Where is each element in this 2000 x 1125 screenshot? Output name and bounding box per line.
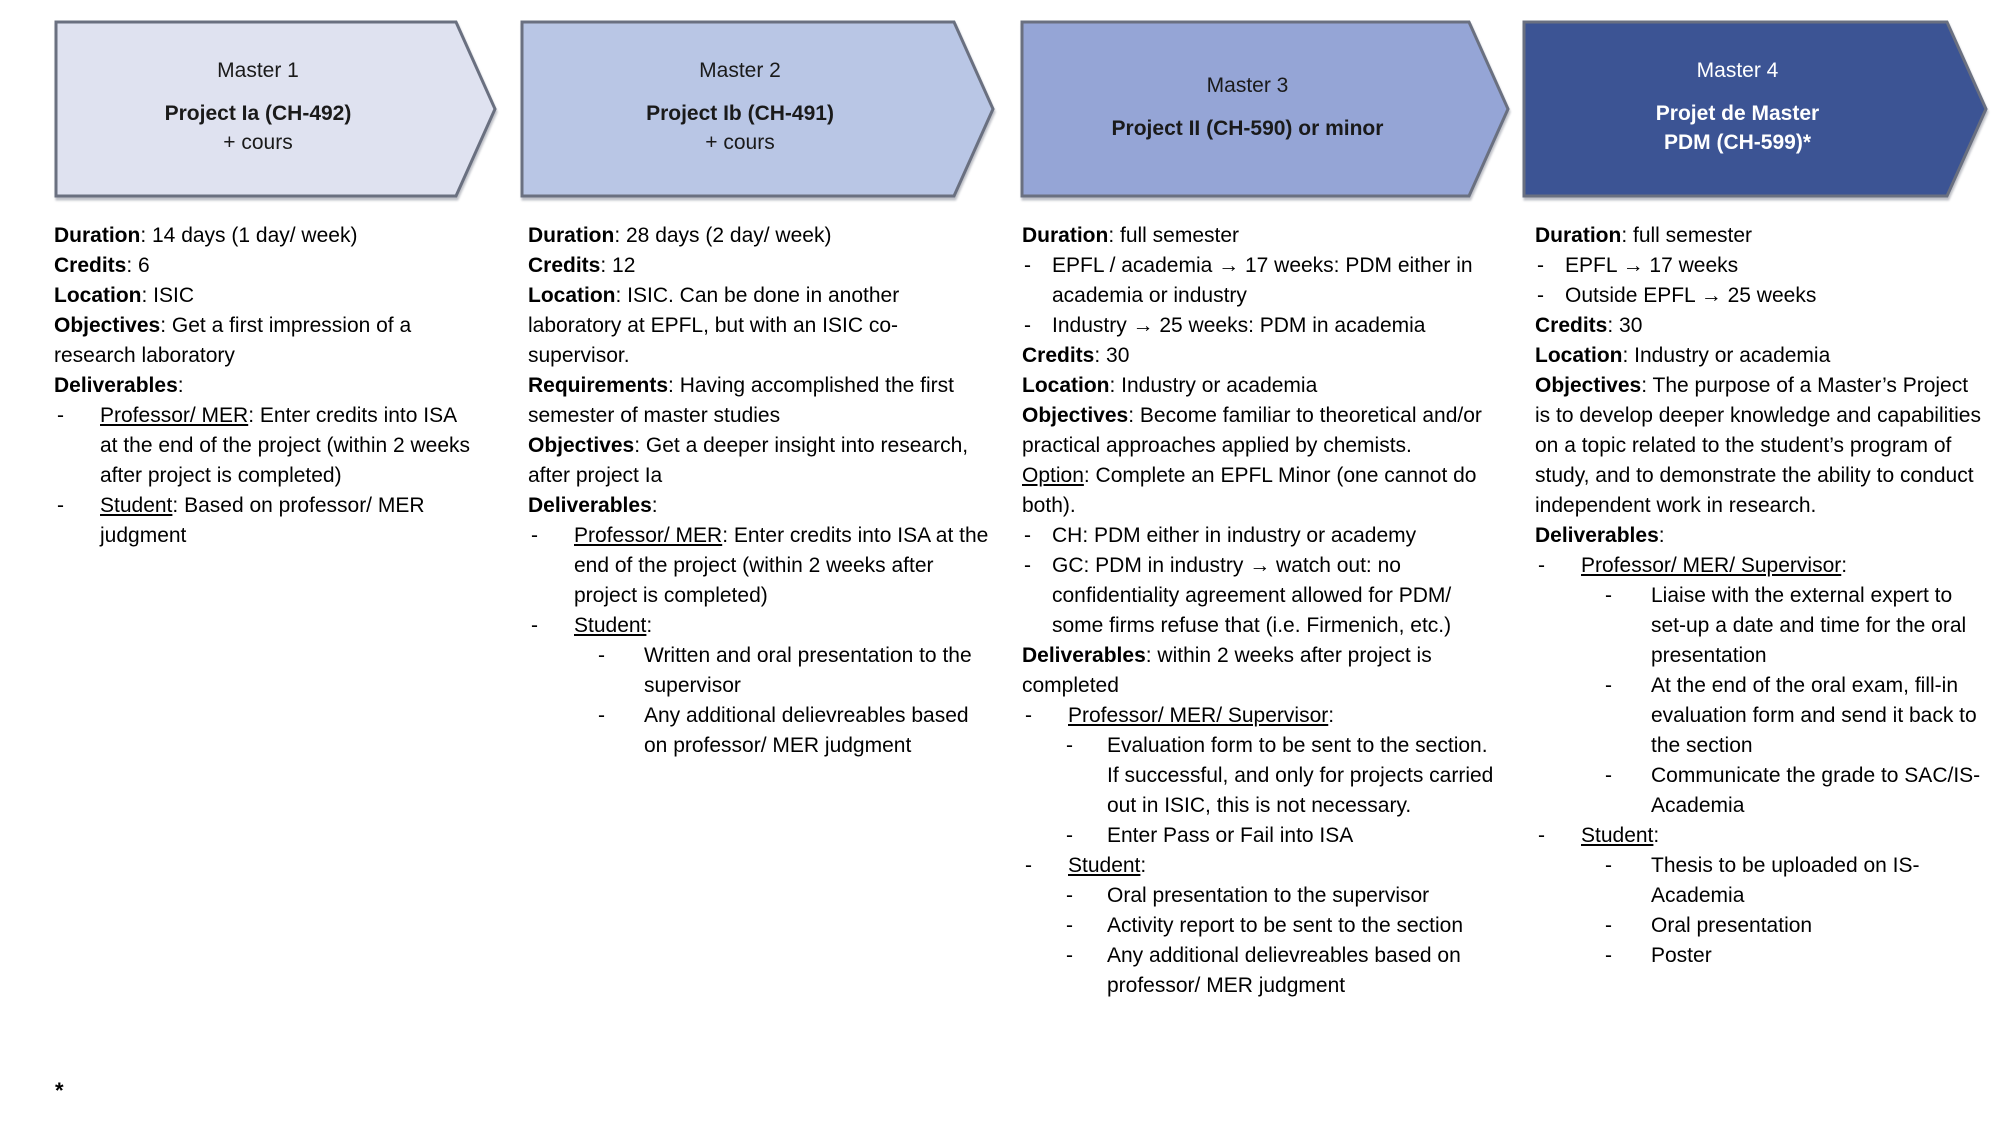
list-item <box>1535 671 1987 761</box>
text-line <box>54 281 478 311</box>
arrow-subtitle-line: PDM (CH-599)* <box>1663 131 1811 154</box>
bullet-dash: - <box>1066 734 1073 757</box>
text-run: : <box>1140 854 1147 877</box>
text-run: Oral presentation to the supervisor <box>1107 884 1430 907</box>
text-run: Location <box>528 284 616 307</box>
text-run: : Industry or academia <box>1109 374 1318 397</box>
text-run: EPFL → 17 weeks <box>1565 254 1739 277</box>
text-line <box>1535 311 1987 341</box>
text-line <box>528 431 990 491</box>
bullet-dash: - <box>598 704 605 727</box>
arrow-title: Master 4 <box>1696 59 1779 82</box>
list-item <box>1022 731 1504 821</box>
list-item <box>1535 851 1987 911</box>
bullet-dash: - <box>1025 854 1032 877</box>
master-3-column <box>1020 20 1513 1001</box>
bullet-dash: - <box>531 524 538 547</box>
text-run: : Get a first impression of a research laboratory <box>54 314 412 367</box>
text-run: : Having accomplished the first semester of master studies <box>528 374 955 427</box>
arrow-subtitle-line: Projet de Master <box>1655 102 1820 125</box>
bullet-dash: - <box>1024 524 1031 547</box>
text-line <box>54 221 478 251</box>
master-2-details <box>528 221 990 761</box>
text-run: : 6 <box>126 254 150 277</box>
text-run: Student <box>574 614 647 637</box>
text-run: Location <box>1022 374 1110 397</box>
arrow-header-text <box>1528 20 1947 196</box>
footnote-asterisk: * <box>55 1078 64 1103</box>
text-line <box>528 491 990 521</box>
text-line <box>1022 221 1504 251</box>
list-item <box>1535 281 1987 311</box>
text-run: : <box>177 374 184 397</box>
text-run: Professor/ MER/ Supervisor <box>1581 554 1842 577</box>
text-run: : 30 <box>1094 344 1130 367</box>
text-run: : Industry or academia <box>1622 344 1831 367</box>
text-run: Oral presentation <box>1651 914 1813 937</box>
text-line <box>1535 521 1987 551</box>
text-run: Student <box>100 494 173 517</box>
list-item <box>1535 551 1987 581</box>
text-run: : 12 <box>600 254 636 277</box>
text-run: Deliverables <box>1022 644 1146 667</box>
text-run: Objectives <box>1022 404 1129 427</box>
list-item <box>1022 881 1504 911</box>
text-run: : full semester <box>1108 224 1240 247</box>
arrow-title: Master 2 <box>699 59 781 82</box>
list-item <box>1022 941 1504 1001</box>
bullet-dash: - <box>1605 584 1612 607</box>
text-run: Deliverables <box>528 494 652 517</box>
text-run: : 14 days (1 day/ week) <box>140 224 358 247</box>
list-item <box>1022 821 1504 851</box>
arrow-subtitle-line: + cours <box>705 131 775 154</box>
text-run: : <box>1841 554 1848 577</box>
master-2-arrow-shape <box>520 20 998 196</box>
text-run: Poster <box>1651 944 1712 967</box>
master-1-arrow-shape <box>54 20 500 196</box>
text-run: Deliverables <box>1535 524 1659 547</box>
text-run: GC: PDM in industry → watch out: no confidentiality agreement allowed for PDM/ some firms refuse that (i.e. Firmenich, etc.) <box>1052 554 1452 637</box>
arrow-title: Master 1 <box>217 59 299 82</box>
text-run: Activity report to be sent to the section <box>1107 914 1464 937</box>
master-4-details <box>1535 221 1987 971</box>
text-line <box>528 251 990 281</box>
text-run: Any additional delievreables based on professor/ MER judgment <box>1107 944 1461 997</box>
text-run: Duration <box>1535 224 1622 247</box>
bullet-dash: - <box>1537 254 1544 277</box>
arrow-subtitle-line: + cours <box>223 131 293 154</box>
text-run: Thesis to be uploaded on IS-Academia <box>1651 854 1920 907</box>
master-4-arrow-shape <box>1522 20 1991 196</box>
text-line <box>528 281 990 371</box>
bullet-dash: - <box>1605 854 1612 877</box>
bullet-dash: - <box>598 644 605 667</box>
text-run: : ISIC <box>141 284 195 307</box>
text-run: Written and oral presentation to the supervisor <box>644 644 972 697</box>
text-run: : full semester <box>1621 224 1753 247</box>
bullet-dash: - <box>1605 944 1612 967</box>
text-line <box>54 371 478 401</box>
list-item <box>1535 941 1987 971</box>
master-3-details <box>1022 221 1504 1001</box>
bullet-dash: - <box>531 614 538 637</box>
arrow-subtitle-line: Project II (CH-590) or minor <box>1111 116 1384 140</box>
arrow-header-text <box>526 20 954 196</box>
text-run: Credits <box>528 254 601 277</box>
list-item <box>1022 521 1504 551</box>
text-run: Requirements <box>528 374 669 397</box>
bullet-dash: - <box>1066 824 1073 847</box>
text-run: : Become familiar to theoretical and/or practical approaches applied by chemists. <box>1022 404 1482 457</box>
text-run: Objectives <box>54 314 161 337</box>
master-1-column <box>54 20 500 551</box>
text-run: Credits <box>1022 344 1095 367</box>
text-run: Student <box>1068 854 1141 877</box>
text-run: CH: PDM either in industry or academy <box>1052 524 1417 547</box>
text-line <box>1022 641 1504 701</box>
text-run: : Get a deeper insight into research, after project Ia <box>528 434 969 487</box>
list-item <box>1535 761 1987 821</box>
text-run: Communicate the grade to SAC/IS-Academia <box>1651 764 1981 817</box>
text-line <box>1535 341 1987 371</box>
bullet-dash: - <box>1066 884 1073 907</box>
list-item <box>1022 701 1504 731</box>
list-item <box>528 611 990 641</box>
bullet-dash: - <box>1066 914 1073 937</box>
arrow-title: Master 3 <box>1206 73 1289 97</box>
text-run: : <box>1658 524 1665 547</box>
text-run: : Complete an EPFL Minor (one cannot do both). <box>1022 464 1477 517</box>
text-line <box>1535 221 1987 251</box>
text-run: : within 2 weeks after project is completed <box>1022 644 1432 697</box>
bullet-dash: - <box>1024 254 1031 277</box>
text-run: : The purpose of a Master’s Project is to develop deeper knowledge and capabilities on a topic related to the student’s program of study, and to demonstrate the ability to conduct independent work in research. <box>1535 374 1981 517</box>
list-item <box>1022 311 1504 341</box>
arrow-header-text <box>60 20 456 196</box>
text-run: Duration <box>1022 224 1109 247</box>
text-line <box>1022 461 1504 521</box>
text-run: : ISIC. Can be done in another laboratory at EPFL, but with an ISIC co-supervisor. <box>528 284 900 367</box>
list-item <box>54 401 478 491</box>
text-run: Duration <box>528 224 615 247</box>
list-item <box>528 521 990 611</box>
bullet-dash: - <box>1537 284 1544 307</box>
text-run: Option <box>1022 464 1084 487</box>
text-run: : Enter credits into ISA at the end of the project (within 2 weeks after project is completed) <box>100 404 471 487</box>
bullet-dash: - <box>1538 554 1545 577</box>
master-4-column <box>1522 20 1991 971</box>
text-run: Credits <box>54 254 127 277</box>
text-line <box>528 221 990 251</box>
bullet-dash: - <box>1025 704 1032 727</box>
arrow-subtitle-line: Project Ib (CH-491) <box>646 102 834 125</box>
text-run: Professor/ MER/ Supervisor <box>1068 704 1329 727</box>
bullet-dash: - <box>57 404 64 427</box>
text-line <box>1022 401 1504 461</box>
list-item <box>1535 581 1987 671</box>
bullet-dash: - <box>1605 674 1612 697</box>
text-run: : Based on professor/ MER judgment <box>100 494 425 547</box>
text-run: : <box>651 494 658 517</box>
text-run: : <box>646 614 653 637</box>
text-run: Objectives <box>1535 374 1642 397</box>
text-line <box>1535 371 1987 521</box>
list-item <box>1535 821 1987 851</box>
master-1-details <box>54 221 478 551</box>
text-run: At the end of the oral exam, fill-in evaluation form and send it back to the section <box>1651 674 1977 757</box>
list-item <box>54 491 478 551</box>
arrow-subtitle <box>1656 99 1819 157</box>
bullet-dash: - <box>1605 764 1612 787</box>
text-run: : <box>1653 824 1660 847</box>
text-run: Industry → 25 weeks: PDM in academia <box>1052 314 1426 337</box>
text-run: Any additional delievreables based on professor/ MER judgment <box>644 704 969 757</box>
text-run: Evaluation form to be sent to the section. If successful, and only for projects carried out in ISIC, this is not necessary. <box>1107 734 1494 817</box>
text-line <box>54 311 478 371</box>
list-item <box>1022 911 1504 941</box>
text-run: Enter Pass or Fail into ISA <box>1107 824 1354 847</box>
list-item <box>1535 911 1987 941</box>
master-2-column <box>520 20 998 761</box>
list-item <box>1022 551 1504 641</box>
text-run: Deliverables <box>54 374 178 397</box>
arrow-subtitle <box>1112 114 1384 143</box>
list-item <box>1022 851 1504 881</box>
text-run: : 28 days (2 day/ week) <box>614 224 832 247</box>
text-run: Professor/ MER <box>100 404 249 427</box>
arrow-subtitle <box>646 99 834 157</box>
text-line <box>54 251 478 281</box>
arrow-header-text <box>1026 20 1469 196</box>
text-run: Objectives <box>528 434 635 457</box>
text-line <box>1022 371 1504 401</box>
bullet-dash: - <box>1066 944 1073 967</box>
text-run: : <box>1328 704 1335 727</box>
text-run: : 30 <box>1607 314 1643 337</box>
arrow-subtitle <box>165 99 352 157</box>
text-run: Credits <box>1535 314 1608 337</box>
arrow-subtitle-line: Project Ia (CH-492) <box>164 102 352 125</box>
bullet-dash: - <box>1024 554 1031 577</box>
list-item <box>528 701 990 761</box>
text-run: : Enter credits into ISA at the end of the project (within 2 weeks after project is completed) <box>574 524 989 607</box>
list-item <box>1022 251 1504 311</box>
text-run: Outside EPFL → 25 weeks <box>1565 284 1817 307</box>
bullet-dash: - <box>1024 314 1031 337</box>
master-3-arrow-shape <box>1020 20 1513 196</box>
text-run: Duration <box>54 224 141 247</box>
text-line <box>528 371 990 431</box>
bullet-dash: - <box>1605 914 1612 937</box>
bullet-dash: - <box>1538 824 1545 847</box>
bullet-dash: - <box>57 494 64 517</box>
text-run: Location <box>1535 344 1623 367</box>
list-item <box>528 641 990 701</box>
text-run: EPFL / academia → 17 weeks: PDM either in academia or industry <box>1052 254 1473 307</box>
text-run: Student <box>1581 824 1654 847</box>
text-run: Liaise with the external expert to set-up a date and time for the oral presentation <box>1651 584 1967 667</box>
text-line <box>1022 341 1504 371</box>
text-run: Professor/ MER <box>574 524 723 547</box>
list-item <box>1535 251 1987 281</box>
text-run: Location <box>54 284 142 307</box>
